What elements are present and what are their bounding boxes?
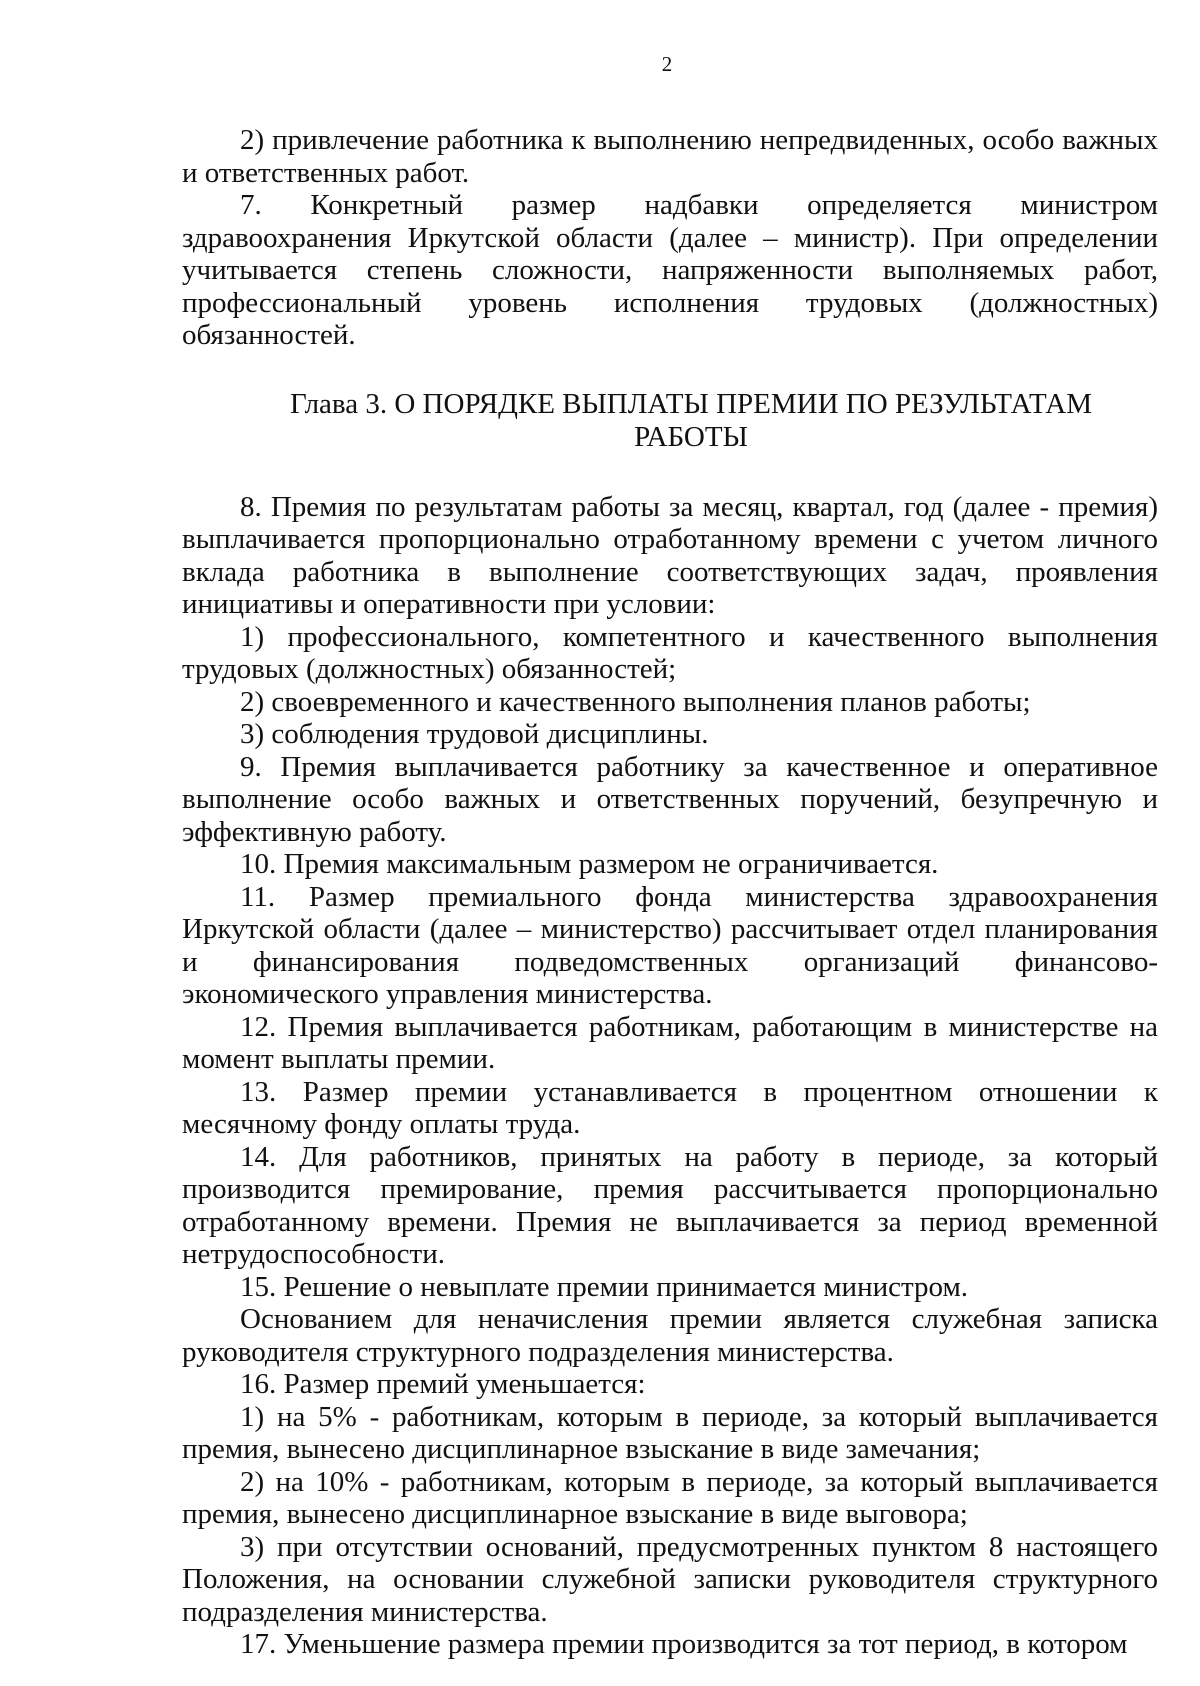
chapter-title-line: РАБОТЫ [634,420,748,453]
paragraph: Основанием для неначисления премии является служебная записка руководителя структурного подразделения министерства. [182,1303,1158,1368]
paragraph: 10. Премия максимальным размером не ограничивается. [240,848,939,880]
paragraph: 15. Решение о невыплате премии принимается министром. [240,1270,969,1303]
paragraph: 11. Размер премиального фонда министерства здравоохранения Иркутской области (далее – министерство) рассчитывает отдел планирования и финансирования подведомственных организаций финансово-экономического управления министерства. [182,880,1158,1010]
paragraph: 8. Премия по результатам работы за месяц, квартал, год (далее - премия) выплачивается пропорционально отработанному времени с учетом личного вклада работника в выполнение соответствующих задач, проявления инициативы и оперативности при условии: [182,490,1158,620]
page-number: 2 [661,52,673,76]
paragraph: 3) при отсутствии оснований, предусмотренных пунктом 8 настоящего Положения, на основании служебной записки руководителя структурного подразделения министерства. [182,1530,1158,1628]
paragraph: 12. Премия выплачивается работникам, работающим в министерстве на момент выплаты премии. [182,1010,1158,1075]
paragraph: 17. Уменьшение размера премии производится за тот период, в котором [240,1628,1128,1660]
paragraph: 2) на 10% - работникам, которым в периоде, за который выплачивается премия, вынесено дисциплинарное взыскание в виде выговора; [182,1465,1158,1530]
chapter-title [182,388,1158,454]
paragraph: 1) на 5% - работникам, которым в периоде, за который выплачивается премия, вынесено дисциплинарное взыскание в виде замечания; [182,1400,1158,1465]
paragraph: 1) профессионального, компетентного и качественного выполнения трудовых (должностных) обязанностей; [182,620,1158,685]
paragraph: 14. Для работников, принятых на работу в периоде, за который производится премирование, премия рассчитывается пропорционально отработанному времени. Премия не выплачивается за период временной нетрудоспособности. [182,1140,1158,1270]
paragraph: 2) своевременного и качественного выполнения планов работы; [240,685,1031,718]
paragraph: 16. Размер премий уменьшается: [240,1368,646,1400]
document-body [182,124,1158,1661]
chapter-title-line: Глава 3. О ПОРЯДКЕ ВЫПЛАТЫ ПРЕМИИ ПО РЕЗУЛЬТАТАМ [290,387,1092,420]
paragraph: 2) привлечение работника к выполнению непредвиденных, особо важных и ответственных работ. [182,124,1158,189]
paragraph: 13. Размер премии устанавливается в процентном отношении к месячному фонду оплаты труда. [182,1075,1158,1140]
paragraph: 7. Конкретный размер надбавки определяется министром здравоохранения Иркутской области (далее – министр). При определении учитывается степень сложности, напряженности выполняемых работ, профессиональный уровень исполнения трудовых (должностных) обязанностей. [182,189,1158,351]
paragraph: 3) соблюдения трудовой дисциплины. [240,718,709,750]
paragraph: 9. Премия выплачивается работнику за качественное и оперативное выполнение особо важных и ответственных поручений, безупречную и эффективную работу. [182,750,1158,848]
